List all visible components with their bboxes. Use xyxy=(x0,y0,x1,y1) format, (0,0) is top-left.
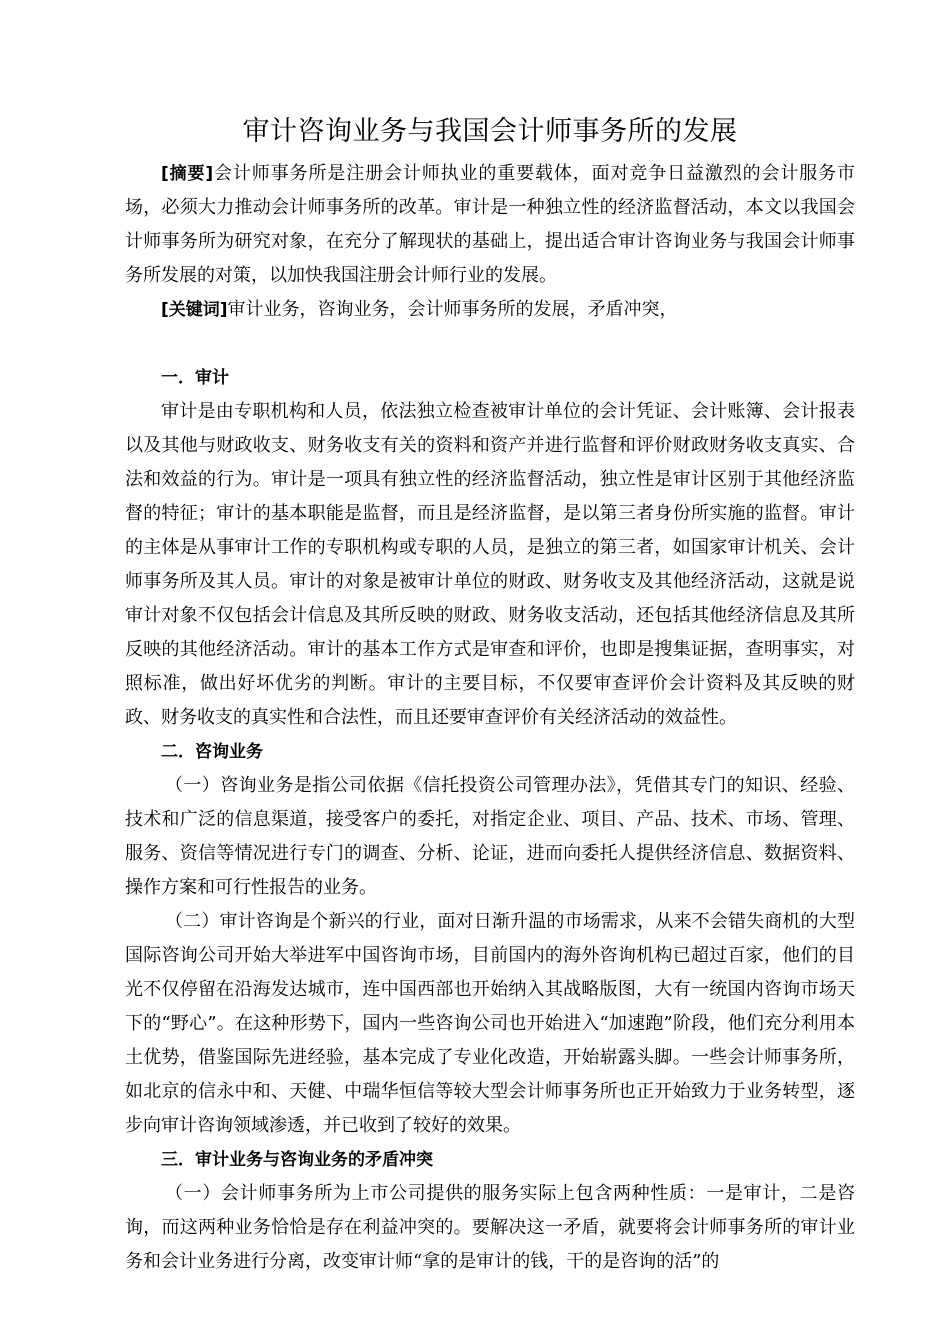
abstract-paragraph xyxy=(125,157,855,293)
section-consulting-paragraph-1: （一）咨询业务是指公司依据《信托投资公司管理办法》，凭借其专门的知识、经验、技术和广泛的信息渠道，接受客户的委托，对指定企业、项目、产品、技术、市场、管理、服务、资信等情况进行专门的调查、分析、论证，进而向委托人提供经济信息、数据资料、操作方案和可行性报告的业务。 xyxy=(125,775,855,898)
blank-line xyxy=(125,327,855,361)
document-page xyxy=(125,105,855,1279)
keywords-paragraph xyxy=(125,293,855,327)
section-consulting-paragraph-2: （二）审计咨询是个新兴的行业，面对日渐升温的市场需求，从来不会错失商机的大型国际咨询公司开始大举进军中国咨询市场，目前国内的海外咨询机构已超过百家，他们的目光不仅停留在沿海发达城市，连中国西部也开始纳入其战略版图，大有一统国内咨询市场天下的“野心”。在这种形势下，国内一些咨询公司也开始进入“加速跑”阶段，他们充分利用本土优势，借鉴国际先进经验，基本完成了专业化改造，开始崭露头脚。一些会计师事务所，如北京的信永中和、天健、中瑞华恒信等较大型会计师事务所也正开始致力于业务转型，逐步向审计咨询领域渗透，并已收到了较好的效果。 xyxy=(125,911,855,1136)
section-heading-conflict: 三．审计业务与咨询业务的矛盾冲突 xyxy=(161,1150,433,1170)
section-audit-paragraph-1: 审计是由专职机构和人员，依法独立检查被审计单位的会计凭证、会计账簿、会计报表以及其他与财政收支、财务收支有关的资料和资产并进行监督和评价财政财务收支真实、合法和效益的行为。审计是一项具有独立性的经济监督活动，独立性是审计区别于其他经济监督的特征；审计的基本职能是监督，而且是经济监督，是以第三者身份所实施的监督。审计的主体是从事审计工作的专职机构或专职的人员，是独立的第三者，如国家审计机关、会计师事务所及其人员。审计的对象是被审计单位的财政、财务收支及其他经济活动，这就是说审计对象不仅包括会计信息及其所反映的财政、财务收支活动，还包括其他经济信息及其所反映的其他经济活动。审计的基本工作方式是审查和评价，也即是搜集证据，查明事实，对照标准，做出好坏优劣的判断。审计的主要目标，不仅要审查评价会计资料及其反映的财政、财务收支的真实性和合法性，而且还要审查评价有关经济活动的效益性。 xyxy=(125,401,855,728)
section-conflict-paragraph-1: （一）会计师事务所为上市公司提供的服务实际上包含两种性质：一是审计，二是咨询，而这两种业务恰恰是存在利益冲突的。要解决这一矛盾，就要将会计师事务所的审计业务和会计业务进行分离，改变审计师“拿的是审计的钱，干的是咨询的活”的 xyxy=(125,1183,855,1272)
section-heading-consulting: 二．咨询业务 xyxy=(161,742,263,762)
keywords-label: [关键词] xyxy=(161,300,228,320)
keywords-text: 审计业务，咨询业务，会计师事务所的发展，矛盾冲突， xyxy=(227,299,678,320)
abstract-text: 会计师事务所是注册会计师执业的重要载体，面对竞争日益激烈的会计服务市场，必须大力推动会计师事务所的改革。审计是一种独立性的经济监督活动，本文以我国会计师事务所为研究对象，在充分了解现状的基础上，提出适合审计咨询业务与我国会计师事务所发展的对策，以加快我国注册会计师行业的发展。 xyxy=(125,163,855,286)
document-title: 审计咨询业务与我国会计师事务所的发展 xyxy=(242,116,738,147)
abstract-label: [摘要] xyxy=(161,164,214,184)
section-heading-audit: 一．审计 xyxy=(161,368,229,388)
